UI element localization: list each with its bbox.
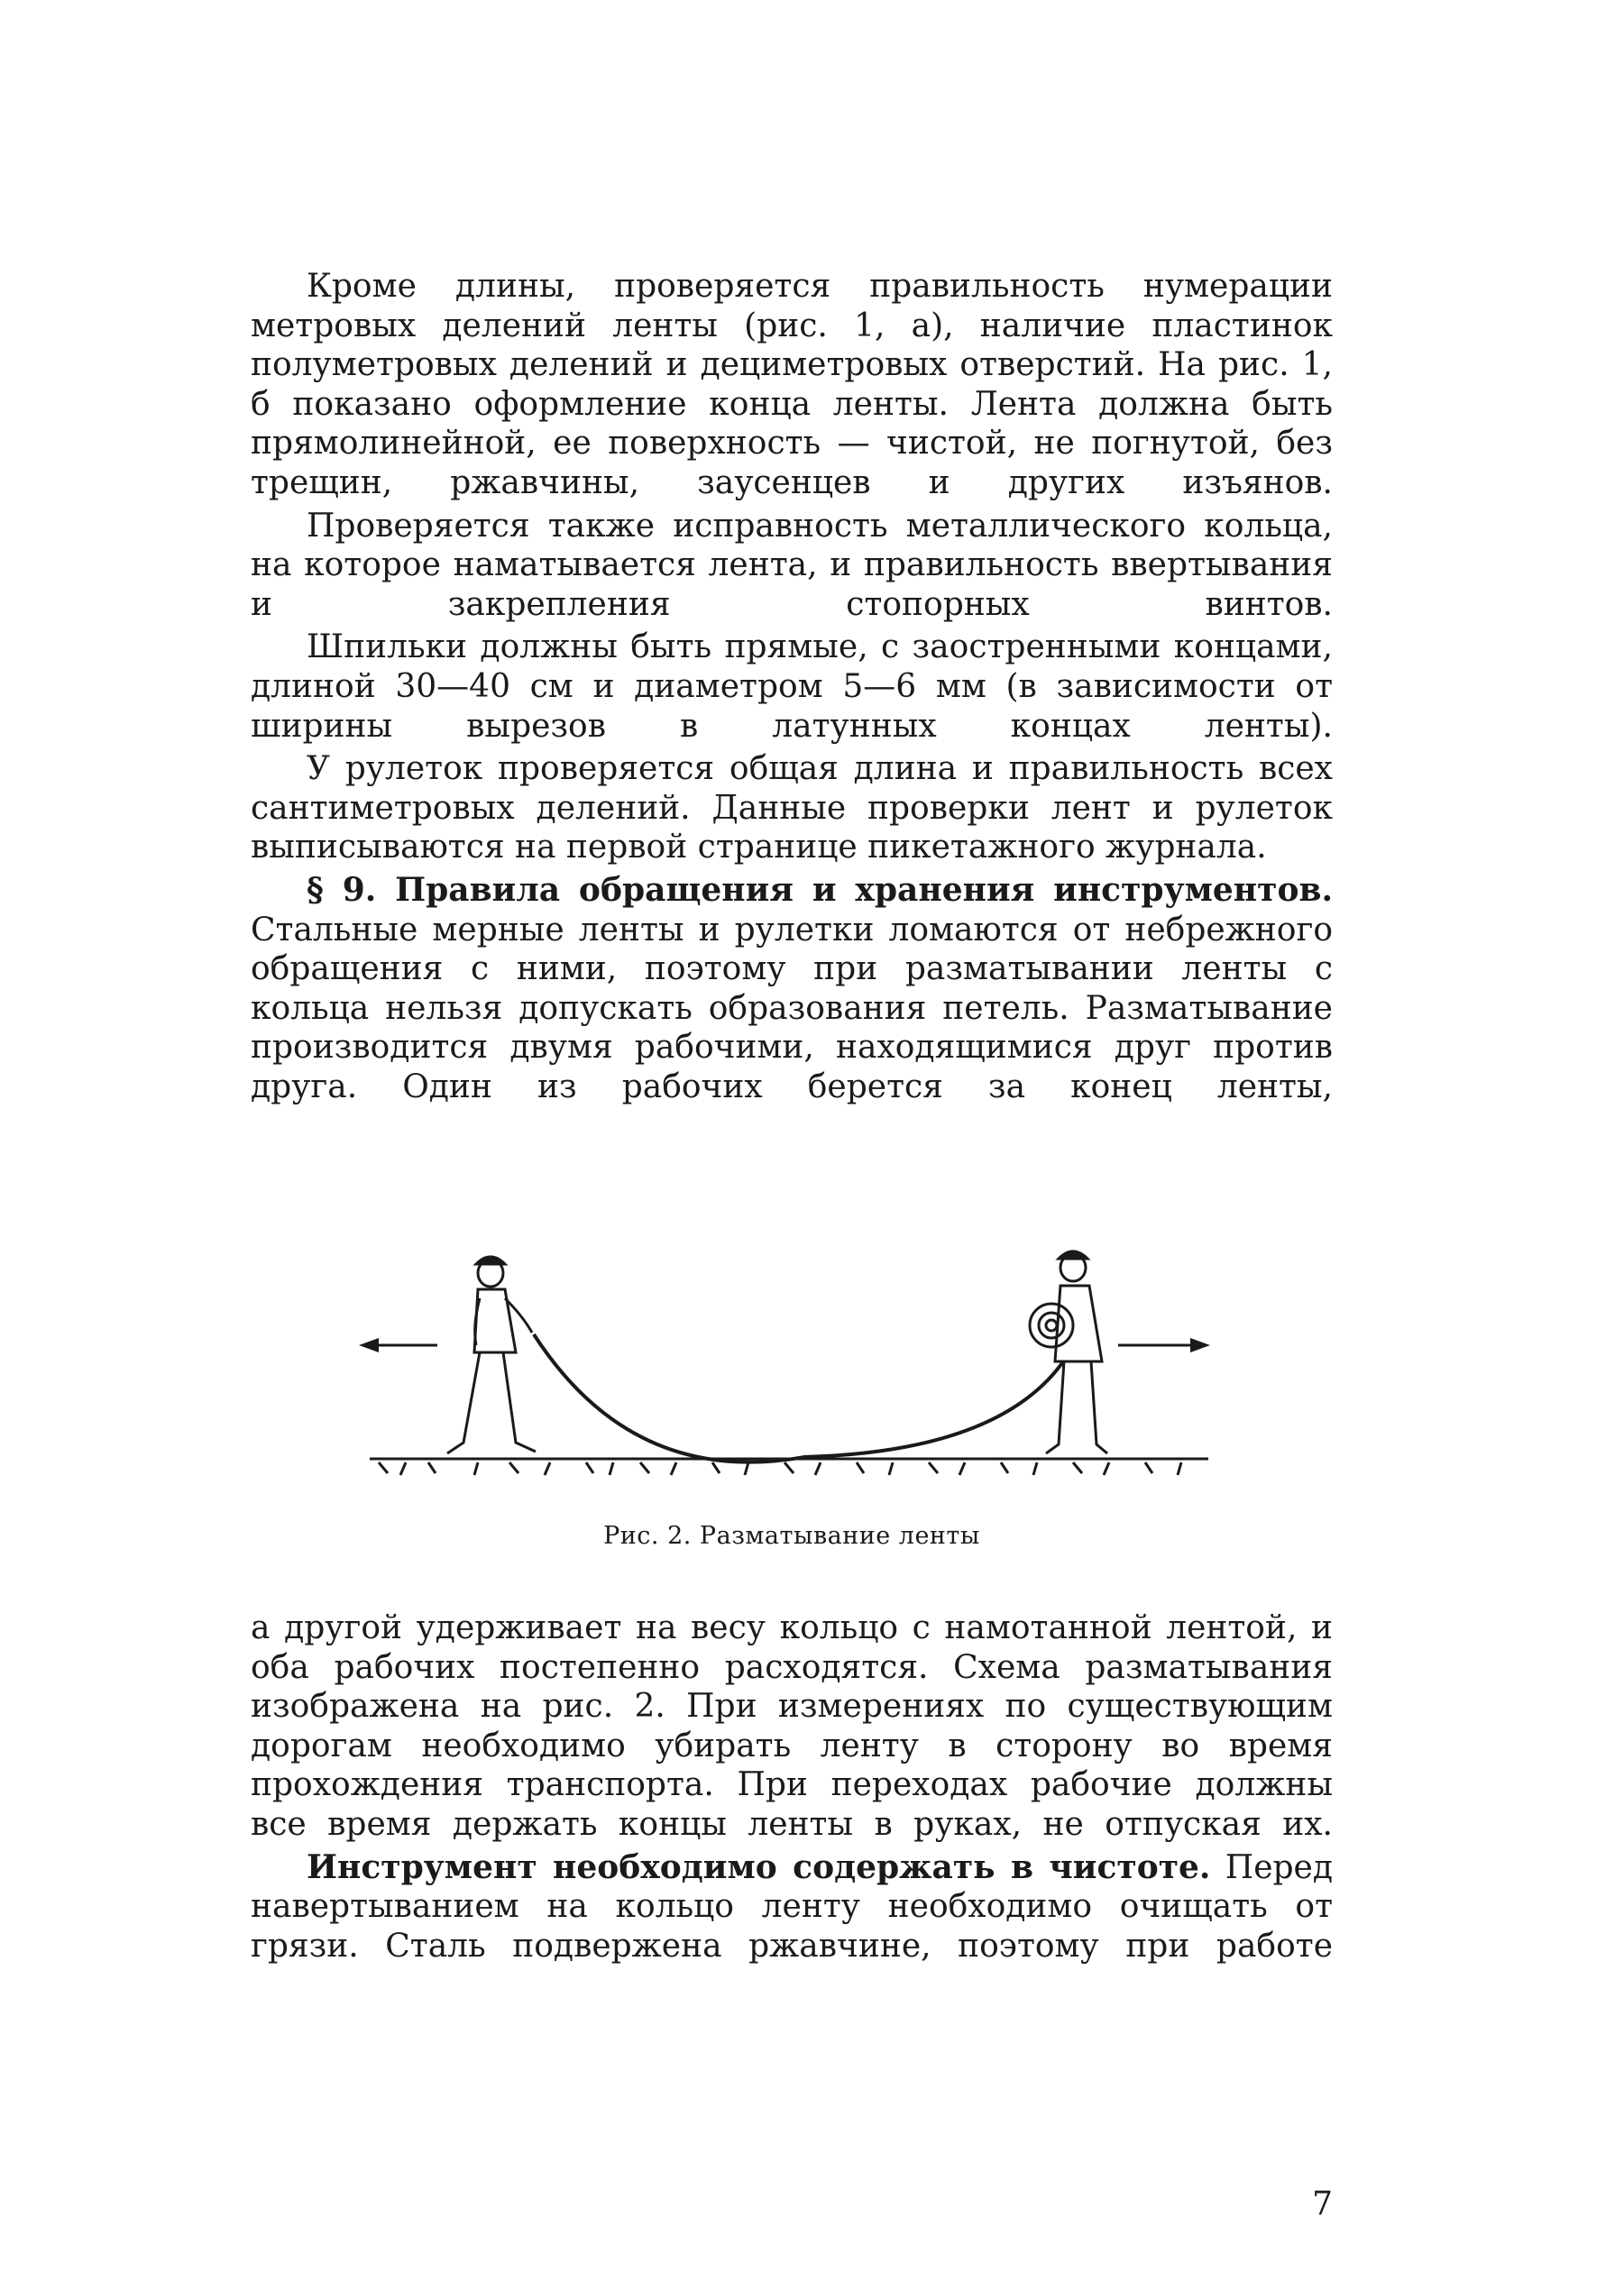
paragraph-tape-measures: У рулеток проверяется общая длина и правильность всех сантиметровых делений. Данные проверки лент и рулеток выписываются на первой странице пикетажного журнала. xyxy=(251,750,1333,866)
paragraph-pins: Шпильки должны быть прямые, с заостренными концами, длиной 30—40 см и диаметром 5—6 мм (в зависимости от ширины вырезов в латунных концах ленты). xyxy=(251,628,1333,745)
section-heading: § 9. Правила обращения и хранения инструментов. xyxy=(307,870,1333,909)
left-worker-figure xyxy=(447,1257,536,1453)
paragraph-continuation: а другой удерживает на весу кольцо с намотанной лентой, и оба рабочих постепенно расходятся. Схема разматывания изображена на рис. 2. При измерениях по существующим дорогам необходимо убирать ленту в сторону во время прохождения транспорта. При переходах рабочие должны все время держать концы ленты в руках, не отпуская их. xyxy=(251,1609,1333,1843)
text-block-bottom xyxy=(251,1608,1333,1966)
left-arrow-icon xyxy=(359,1338,437,1352)
paragraph-ring-inspection: Проверяется также исправность металлического кольца, на которое наматывается лента, и правильность ввертывания и закрепления стопорных винтов. xyxy=(251,507,1333,623)
right-arrow-icon xyxy=(1118,1338,1210,1352)
paragraph-cleaning xyxy=(251,1848,1333,1966)
section-text: Стальные мерные ленты и рулетки ломаются от небрежного обращения с ними, поэтому при разматывании ленты с кольца нельзя допускать образования петель. Разматывание производится двумя рабочими, находящимися друг против друга. Один из рабочих берется за конец ленты, xyxy=(251,911,1333,1105)
text-block-top xyxy=(251,267,1333,1106)
figure-caption: Рис. 2. Разматывание ленты xyxy=(603,1522,980,1550)
paragraph-section-9 xyxy=(251,871,1333,1107)
paragraph-tape-inspection: Кроме длины, проверяется правильность нумерации метровых делений ленты (рис. 1, а), наличие пластинок полуметровых делений и дециметровых отверстий. На рис. 1, б показано оформление конца ленты. Лента должна быть прямолинейной, ее поверхность — чистой, не погнутой, без трещин, ржавчины, заусенцев и других изъянов. xyxy=(251,268,1333,501)
page-number: 7 xyxy=(1312,2186,1333,2222)
ground-line xyxy=(370,1459,1208,1475)
cleaning-lead: Инструмент необходимо содержать в чистоте. xyxy=(307,1847,1211,1886)
tape-curve xyxy=(534,1334,1066,1462)
right-worker-figure xyxy=(1030,1251,1107,1453)
cleaning-text: Перед навертыванием на кольцо ленту необходимо очищать от грязи. Сталь подвержена ржавчине, поэтому при работе xyxy=(251,1848,1334,1965)
unwinding-illustration xyxy=(343,1235,1244,1524)
figure-unwinding-tape xyxy=(343,1235,1244,1524)
